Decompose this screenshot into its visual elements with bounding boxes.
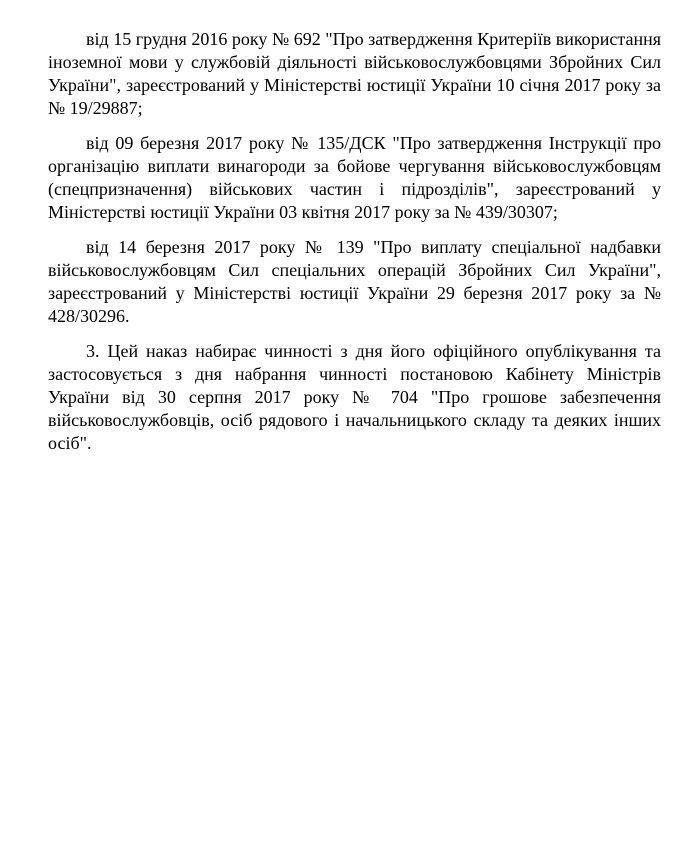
order-item-paragraph-692: від 15 грудня 2016 року № 692 "Про затвердження Критеріїв використання іноземної мови у службовій діяльності військовослужбовцями Збройних Сил України", зареєстрований у Міністерстві юстиції України 10 січня 2017 року за № 19/29887; xyxy=(48,29,661,118)
order-item-paragraph-139: від 14 березня 2017 року № 139 "Про виплату спеціальної надбавки військовослужбовцям Сил спеціальних операцій Збройних Сил України", зареєстрований у Міністерстві юстиції України 29 березня 2017 року за № 428/30296. xyxy=(48,237,661,326)
order-item-paragraph-135: від 09 березня 2017 року № 135/ДСК "Про затвердження Інструкції про організацію виплати винагороди за бойове чергування військовослужбовцям (спецпризначення) військових частин і підрозділів", зареєстрований у Міністерстві юстиції України 03 квітня 2017 року за № 439/30307; xyxy=(48,133,661,222)
effective-date-paragraph: 3. Цей наказ набирає чинності з дня його офіційного опублікування та застосовується з дня набрання чинності постановою Кабінету Міністрів України від 30 серпня 2017 року № 704 "Про грошове забезпечення військовослужбовців, осіб рядового і начальницького складу та деяких інших осіб". xyxy=(48,341,661,453)
document-page xyxy=(48,28,661,467)
